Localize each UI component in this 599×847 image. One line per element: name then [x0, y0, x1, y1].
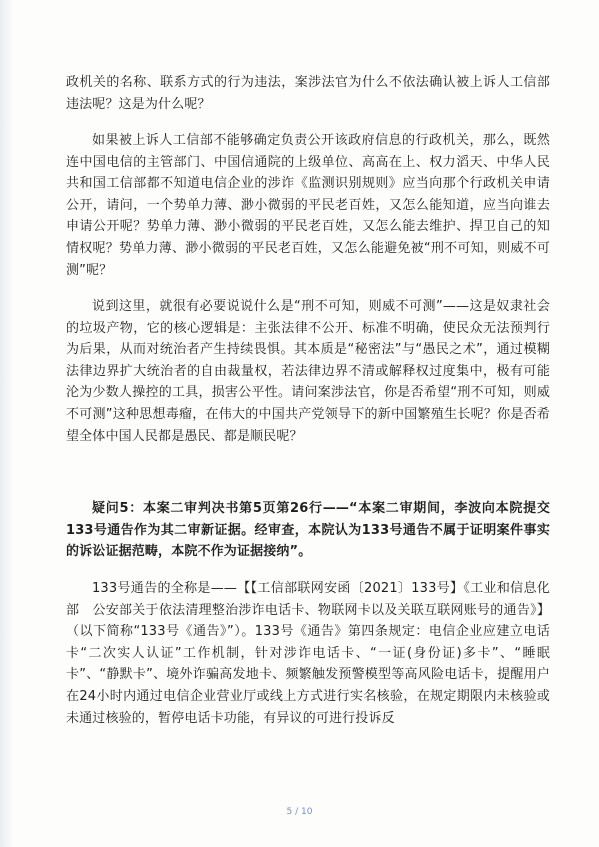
page-number: 5 / 10 — [286, 807, 313, 817]
paragraph-question-5: 疑问5：本案二审判决书第5页第26行——“本案二审期间，李波向本院提交133号通告作为其二审新证据。经审查，本院认为133号通告不属于证明案件事实的诉讼证据范畴，本院不作为证据接纳”。 — [66, 501, 550, 560]
paragraph-xing-bu-ke-zhi: 说到这里，就很有必要说说什么是“刑不可知，则威不可测”——这是奴隶社会的垃圾产物，它的核心逻辑是：主张法律不公开、标准不明确，使民众无法预判行为后果，从而对统治者产生持续畏惧。其本质是“秘密法”与“愚民之术”，通过模糊法律边界扩大统治者的自由裁量权，若法律边界不清或解释权过度集中，极有可能沦为少数人操控的工具，损害公平性。请问案涉法官，你是否希望“刑不可知，则威不可测”这种思想毒瘤，在伟大的中国共产党领导下的新中国繁殖生长呢？你是否希望全体中国人民都是愚民、都是顺民呢？ — [66, 299, 550, 444]
scan-edge-shadow — [0, 0, 14, 847]
paragraph-agency-question: 如果被上诉人工信部不能够确定负责公开该政府信息的行政机关，那么，既然连中国电信的主管部门、中国信通院的上级单位、高高在上、权力滔天、中华人民共和国工信部都不知道电信企业的涉诈《监测识别规则》应当向那个行政机关申请公开，请问，一个势单力薄、渺小微弱的平民老百姓，又怎么能知道，应当向谁去申请公开呢？势单力薄、渺小微弱的平民老百姓，又怎么能去维护、捍卫自己的知情权呢？势单力薄、渺小微弱的平民老百姓，又怎么能避免被“刑不可知，则威不可测”呢？ — [66, 133, 550, 278]
paragraph-notice-133: 133号通告的全称是——【【工信部联网安函〔2021〕133号】《工业和信息化部 公安部关于依法清理整治涉诈电话卡、物联网卡以及关联互联网账号的通告》】（以下简称“133号《通告》”）。133号《通告》第四条规定：电信企业应建立电话卡“二次实人认证”工作机制，针对涉诈电话卡、“一证(身份证)多卡”、“睡眠卡”、“静默卡”、境外诈骗高发地卡、频繁触发预警模型等高风险电话卡，提醒用户在24小时内通过电信企业营业厅或线上方式进行实名核验，在规定期限内未核验或未通过核验的，暂停电话卡功能，有异议的可进行投诉反 — [66, 581, 550, 726]
paragraph-continuation: 政机关的名称、联系方式的行为违法，案涉法官为什么不依法确认被上诉人工信部违法呢？这是为什么呢？ — [66, 75, 550, 112]
